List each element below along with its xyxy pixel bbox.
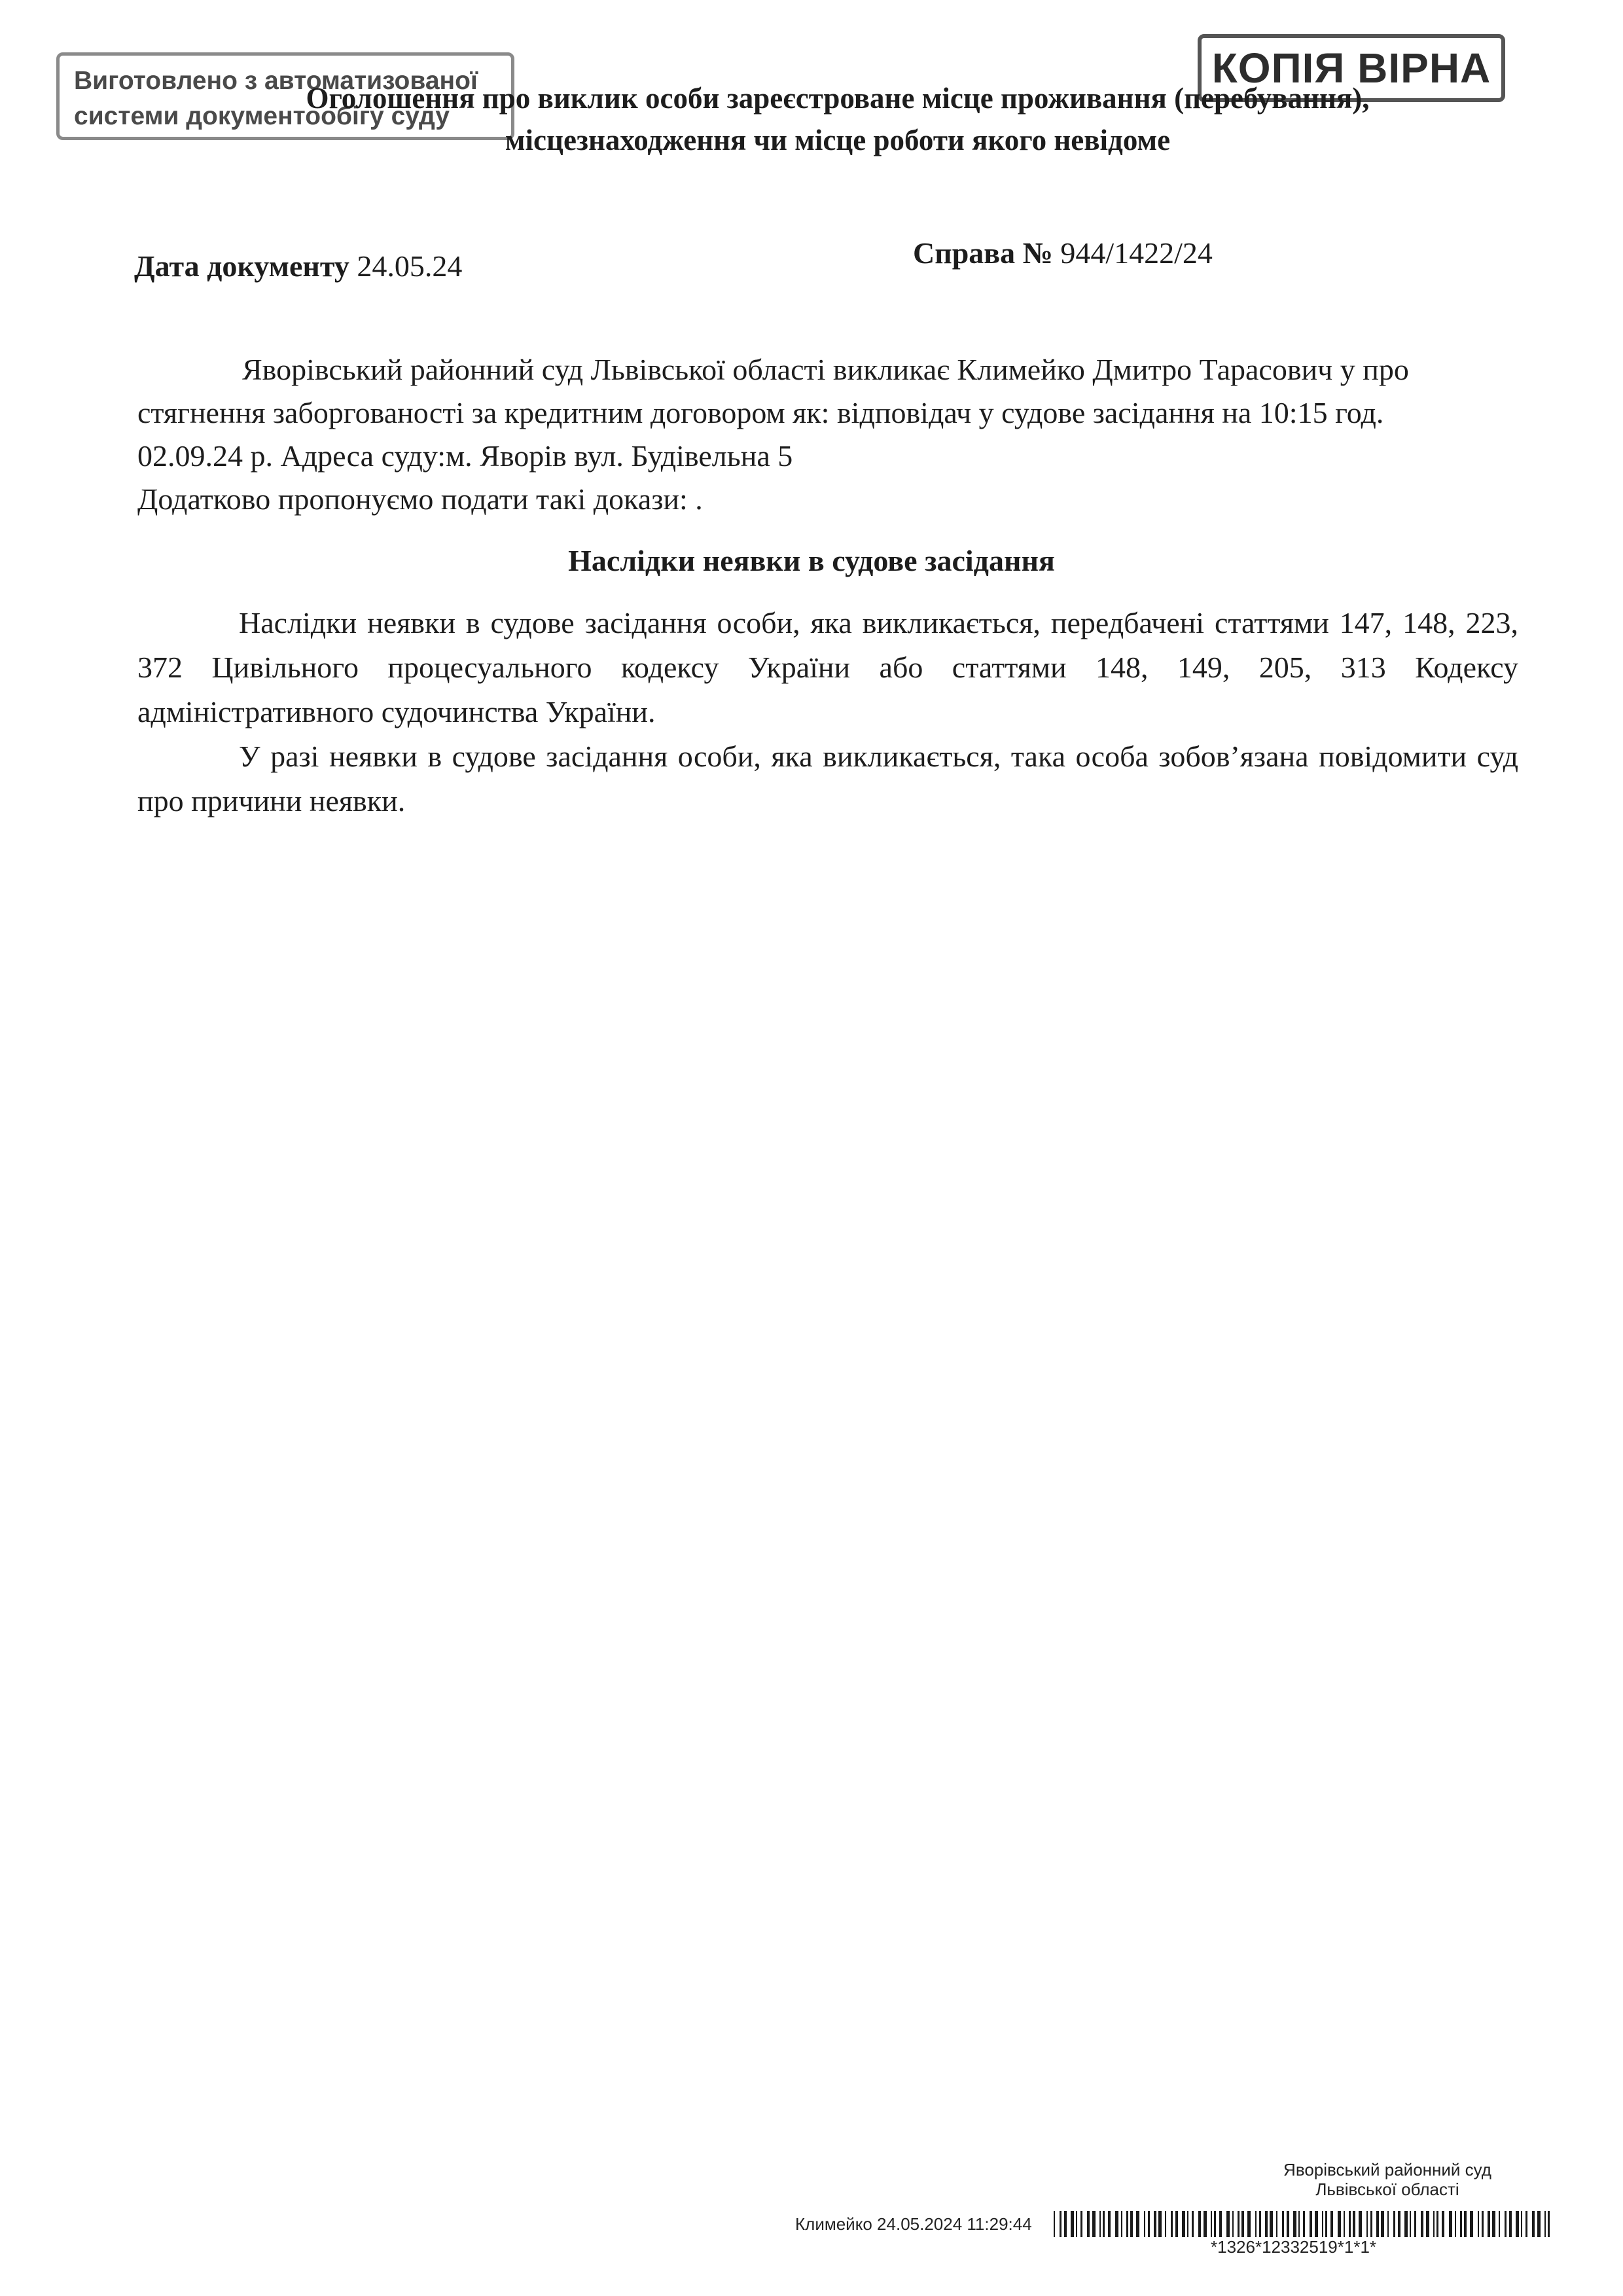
barcode-bar [1404,2211,1408,2237]
barcode-bar [1126,2211,1128,2237]
barcode [1054,2211,1551,2237]
barcode-bar [1099,2211,1101,2237]
case-label: Справа № [913,236,1053,270]
barcode-bar [1376,2211,1379,2237]
barcode-bar [1330,2211,1333,2237]
barcode-bar [1298,2211,1300,2237]
barcode-bar [1247,2211,1251,2237]
barcode-bar [1232,2211,1234,2237]
consequences-text [137,601,1518,823]
barcode-bar [1455,2211,1456,2237]
barcode-bar [1076,2211,1077,2237]
barcode-bar [1130,2211,1133,2237]
court-footer [1178,2160,1597,2199]
court-region: Львівської області [1315,2179,1459,2199]
barcode-bar [1214,2211,1216,2237]
barcode-bar [1054,2211,1055,2237]
barcode-bar [1282,2211,1284,2237]
barcode-bar [1499,2211,1500,2237]
barcode-bar [1464,2211,1467,2237]
barcode-bar [1349,2211,1351,2237]
barcode-bar [1387,2211,1389,2237]
barcode-bar [1219,2211,1222,2237]
barcode-bar [1505,2211,1507,2237]
barcode-bar [1241,2211,1244,2237]
barcode-bar [1315,2211,1318,2237]
true-copy-stamp: КОПІЯ ВІРНА [1198,34,1505,102]
document-date [134,249,462,283]
barcode-bar [1460,2211,1462,2237]
barcode-bar [1154,2211,1156,2237]
barcode-bar [1064,2211,1067,2237]
summons-line-2: стягнення заборгованості за кредитним договором як: відповідач у судове засідання на 10:15 год. [137,396,1384,429]
barcode-bar [1492,2211,1495,2237]
barcode-bar [1353,2211,1355,2237]
barcode-bar [1525,2211,1527,2237]
barcode-bar [1414,2211,1416,2237]
barcode-bar [1071,2211,1074,2237]
barcode-bar [1482,2211,1484,2237]
barcode-bar [1359,2211,1362,2237]
barcode-bar [1175,2211,1178,2237]
barcode-bar [1293,2211,1296,2237]
barcode-bar [1192,2211,1194,2237]
stamp-line-2: системи документообігу суду [74,102,450,130]
barcode-bar [1426,2211,1429,2237]
barcode-bar [1276,2211,1277,2237]
barcode-bar [1436,2211,1438,2237]
consequences-heading: Наслідки неявки в судове засідання [568,544,1055,577]
summons-text [137,348,1518,521]
barcode-bar [1509,2211,1512,2237]
barcode-bar [1080,2211,1082,2237]
barcode-bar [1344,2211,1345,2237]
barcode-bar [1259,2211,1261,2237]
barcode-bar [1165,2211,1166,2237]
barcode-bar [1211,2211,1212,2237]
barcode-bar [1226,2211,1230,2237]
barcode-bar [1136,2211,1139,2237]
barcode-bar [1204,2211,1207,2237]
barcode-bar [1182,2211,1185,2237]
barcode-bar [1144,2211,1145,2237]
barcode-bar [1287,2211,1289,2237]
summons-line-1: Яворівський районний суд Львівської області викликає Климейко Дмитро Тарасович у про [242,353,1409,386]
signature-timestamp: Климейко 24.05.2024 11:29:44 [795,2214,1032,2234]
barcode-bar [1265,2211,1268,2237]
barcode-bar [1255,2211,1257,2237]
barcode-bar [1544,2211,1546,2237]
barcode-bar [1303,2211,1305,2237]
barcode-bar [1366,2211,1368,2237]
barcode-bar [1087,2211,1090,2237]
barcode-bar [1238,2211,1240,2237]
barcode-bar [1121,2211,1122,2237]
title-line-2: місцезнаходження чи місце роботи якого невідоме [505,124,1171,156]
barcode-bar [1532,2211,1535,2237]
document-title [223,77,1453,161]
consequences-paragraph-2: У разі неявки в судове засідання особи, яка викликається, така особа зобов’язана повідомити суд про причини неявки. [137,740,1518,817]
barcode-bar [1449,2211,1452,2237]
summons-line-4: Додатково пропонуємо подати такі докази: . [137,482,703,516]
barcode-bar [1410,2211,1411,2237]
case-number [913,236,1213,270]
barcode-bar [1398,2211,1400,2237]
barcode-bar [1393,2211,1395,2237]
barcode-bar [1548,2211,1550,2237]
barcode-bar [1516,2211,1519,2237]
barcode-bar [1310,2211,1312,2237]
barcode-bar [1115,2211,1118,2237]
barcode-bar [1322,2211,1323,2237]
barcode-bar [1103,2211,1105,2237]
stamp-line-1: Виготовлено з автоматизованої [74,67,478,95]
barcode-bar [1381,2211,1384,2237]
barcode-bar [1370,2211,1372,2237]
barcode-bar [1433,2211,1435,2237]
barcode-bar [1198,2211,1201,2237]
barcode-bar [1421,2211,1423,2237]
barcode-bar [1092,2211,1096,2237]
summons-line-3: 02.09.24 р. Адреса суду:м. Яворів вул. Будівельна 5 [137,439,793,473]
barcode-bar [1270,2211,1273,2237]
barcode-bar [1521,2211,1522,2237]
barcode-bar [1338,2211,1341,2237]
date-label: Дата документу [134,249,349,283]
court-name: Яворівський районний суд [1283,2160,1491,2179]
barcode-bar [1442,2211,1444,2237]
barcode-bar [1488,2211,1490,2237]
barcode-bar [1108,2211,1111,2237]
barcode-bar [1148,2211,1150,2237]
barcode-bar [1325,2211,1327,2237]
case-value: 944/1422/24 [1060,236,1213,270]
barcode-bar [1537,2211,1541,2237]
barcode-bar [1478,2211,1479,2237]
title-line-1: Оголошення про виклик особи зареєстроване місце проживання (перебування), [306,82,1370,115]
barcode-bar [1060,2211,1061,2237]
barcode-bar [1470,2211,1473,2237]
barcode-bar [1187,2211,1188,2237]
barcode-bar [1158,2211,1162,2237]
consequences-paragraph-1: Наслідки неявки в судове засідання особи, яка викликається, передбачені статтями 147, 148, 223, 372 Цивільного процесуального кодексу України або статтями 148, 149, 205, 313 Кодексу адміністративного судочинства України. [137,606,1518,728]
date-value: 24.05.24 [357,249,463,283]
barcode-number: *1326*12332519*1*1* [1211,2237,1377,2257]
barcode-bar [1171,2211,1173,2237]
